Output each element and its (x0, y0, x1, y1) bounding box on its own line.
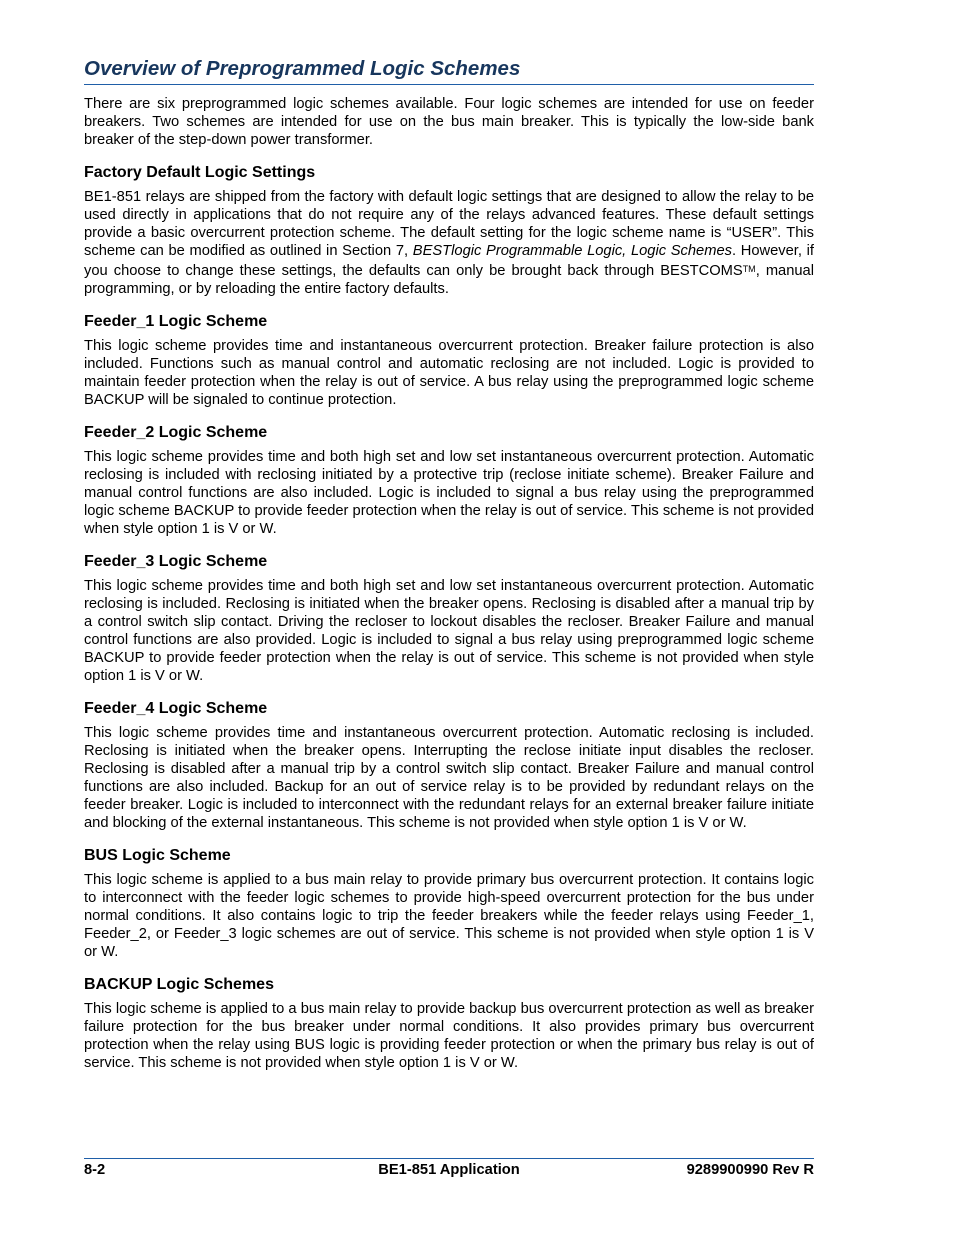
section-paragraph: This logic scheme is applied to a bus main relay to provide backup bus overcurrent protection as well as breaker failure protection for the bus breaker under normal conditions. It also provides primary bus overcurrent protection when the relay using BUS logic is providing feeder protection or when the primary bus relay is out of service. This scheme is not provided when style option 1 is V or W. (84, 1001, 814, 1071)
section-heading: Feeder_4 Logic Scheme (84, 700, 268, 717)
section-paragraph: This logic scheme provides time and both high set and low set instantaneous overcurrent protection. Automatic reclosing is included. Reclosing is initiated when the breaker opens. Reclosing is disabled after a manual trip by a control switch slip contact. Driving the recloser to lockout disables the recloser. Breaker Failure and manual control functions are also provided. Logic is included to signal a bus relay using preprogrammed logic scheme BACKUP to provide feeder protection when the relay is out of service. This scheme is not provided when style option 1 is V or W. (84, 578, 814, 684)
section-heading: BACKUP Logic Schemes (84, 976, 274, 993)
section-paragraph: This logic scheme provides time and instantaneous overcurrent protection. Automatic reclosing is included. Reclosing is initiated when the breaker opens. Interrupting the reclose initiate input disables the recloser. Reclosing is disabled after a manual trip by a control switch slip contact. Breaker Failure and manual control functions are also included. Backup for an out of service relay is to be provided by redundant relays on the feeder breaker. Logic is included to interconnect with the redundant relays for an external breaker failure initiate and blocking of the external instantaneous. This scheme is not provided when style option 1 is V or W. (84, 725, 814, 831)
section-heading: BUS Logic Scheme (84, 847, 231, 864)
section-paragraph: This logic scheme is applied to a bus main relay to provide primary bus overcurrent protection. It contains logic to interconnect with the feeder logic schemes to provide high-speed overcurrent protection for the bus under normal conditions. It also contains logic to trip the feeder breakers while the feeder relays using Feeder_1, Feeder_2, or Feeder_3 logic schemes are out of service. This scheme is not provided when style option 1 is V or W. (84, 872, 814, 960)
intro-paragraph: There are six preprogrammed logic schemes available. Four logic schemes are intended for use on feeder breakers. Two schemes are intended for use on the bus main breaker. This is typically the low-side bank breaker of the step-down power transformer. (84, 96, 814, 148)
reference-title: BESTlogic Programmable Logic, Logic Schemes (412, 243, 732, 259)
section-bus (84, 846, 814, 961)
footer-title: BE1-851 Application (378, 1162, 520, 1178)
document-body (84, 56, 814, 1072)
section-heading: Factory Default Logic Settings (84, 164, 316, 181)
section-paragraph: BE1-851 relays are shipped from the factory with default logic settings that are designed to allow the relay to be used directly in applications that do not require any of the relays advanced features. These default settings provide a basic overcurrent protection scheme. The default setting for the logic scheme name is “USER”. This scheme can be modified as outlined in Section 7, BESTlogic Programmable Logic, Logic Schemes. However, if you choose to change these settings, the defaults can only be brought back through BESTCOMS™, manual programming, or by reloading the entire factory defaults. (84, 189, 814, 297)
section-feeder-3 (84, 552, 814, 685)
section-feeder-2 (84, 423, 814, 538)
section-heading: Feeder_1 Logic Scheme (84, 313, 268, 330)
section-feeder-4 (84, 699, 814, 832)
trademark-mark: TM (742, 264, 756, 274)
section-heading: Feeder_3 Logic Scheme (84, 553, 268, 570)
section-heading: Feeder_2 Logic Scheme (84, 424, 268, 441)
section-feeder-1 (84, 312, 814, 409)
page-title: Overview of Preprogrammed Logic Schemes (84, 56, 814, 85)
page-footer (84, 1158, 814, 1179)
document-number: 9289900990 Rev R (686, 1162, 814, 1178)
section-backup (84, 975, 814, 1072)
section-paragraph: This logic scheme provides time and instantaneous overcurrent protection. Breaker failure protection is also included. Functions such as manual control and automatic reclosing are not included. Logic is provided to maintain feeder protection when the relay is out of service. A bus relay using the preprogrammed logic scheme BACKUP will be signaled to continue protection. (84, 338, 814, 408)
page-number: 8-2 (84, 1162, 106, 1178)
section-paragraph: This logic scheme provides time and both high set and low set instantaneous overcurrent protection. Automatic reclosing is included with reclosing initiated by a protective trip (reclose initiate scheme). Breaker Failure and manual control functions are also included. Logic is included to signal a bus relay using the preprogrammed logic scheme BACKUP to provide feeder protection when the relay is out of service. This scheme is not provided when style option 1 is V or W. (84, 449, 814, 537)
section-factory-default (84, 163, 814, 298)
